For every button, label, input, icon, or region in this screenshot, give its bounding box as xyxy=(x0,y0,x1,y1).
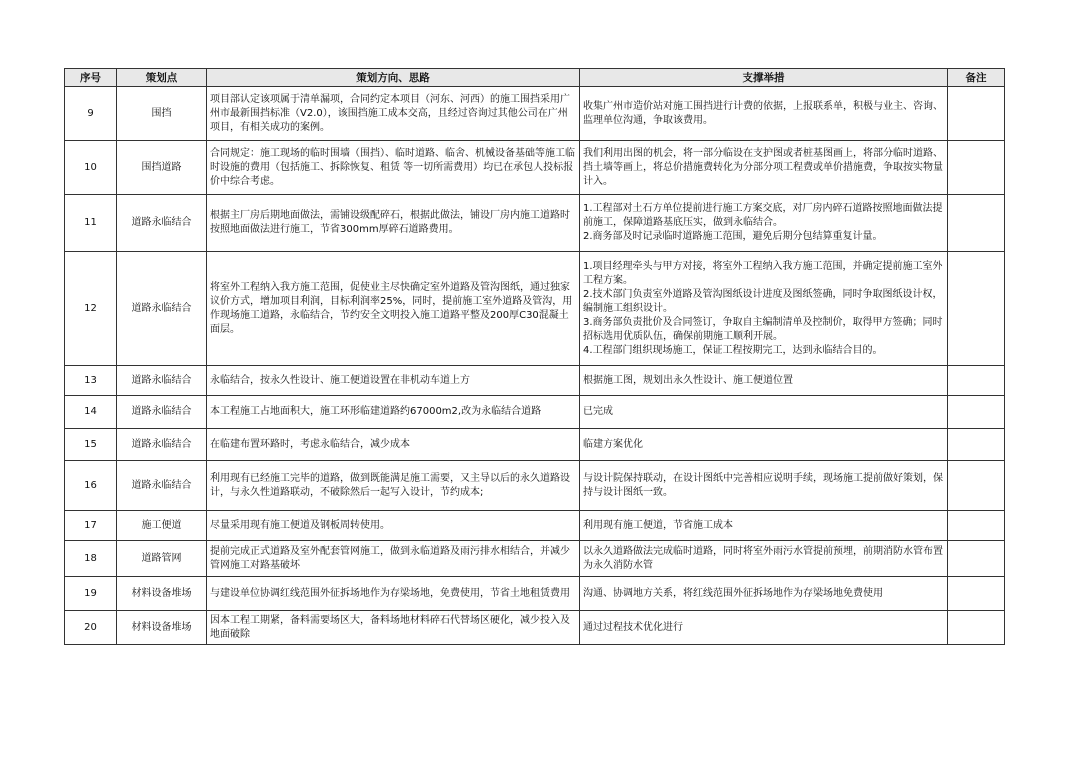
table-row xyxy=(65,461,1005,511)
measure-item: 2.技术部门负责室外道路及管沟图纸设计进度及图纸签确，同时争取图纸设计权，编制施工组织设计。 xyxy=(583,288,943,314)
row-planning-point: 围挡 xyxy=(117,87,207,141)
row-direction: 合同规定：施工现场的临时围墙（围挡）、临时道路、临舍、机械设备基础等施工临时设施的费用（包括施工、拆除恢复、租赁 等一切所需费用）均已在承包人投标报价中综合考虑。 xyxy=(207,141,580,195)
table-row xyxy=(65,541,1005,577)
table-row xyxy=(65,141,1005,195)
table-row xyxy=(65,429,1005,461)
row-planning-point: 材料设备堆场 xyxy=(117,611,207,645)
measure-item: 3.商务部负责批价及合同签订，争取自主编制清单及控制价，取得甲方签确；同时招标选用优质队伍，确保前期施工顺利开展。 xyxy=(583,316,943,342)
row-direction: 永临结合，按永久性设计、施工便道设置在非机动车道上方 xyxy=(207,366,580,396)
row-number: 18 xyxy=(65,541,117,577)
row-planning-point: 围挡道路 xyxy=(117,141,207,195)
row-number: 9 xyxy=(65,87,117,141)
header-note: 备注 xyxy=(948,69,1005,87)
row-number: 20 xyxy=(65,611,117,645)
header-direction: 策划方向、思路 xyxy=(207,69,580,87)
row-number: 15 xyxy=(65,429,117,461)
row-number: 17 xyxy=(65,511,117,541)
row-planning-point: 施工便道 xyxy=(117,511,207,541)
row-note xyxy=(948,611,1005,645)
row-direction: 将室外工程纳入我方施工范围，促使业主尽快确定室外道路及管沟图纸，通过独家议价方式，增加项目利润，目标利润率25%，同时，提前施工室外道路及管沟，用作现场施工道路，永临结合，节约安全文明投入施工道路平整及200厚C30混凝土面层。 xyxy=(207,252,580,366)
table-row xyxy=(65,195,1005,252)
row-measures: 我们利用出图的机会，将一部分临设在支护图或者桩基图画上，将部分临时道路、挡土墙等画上，将总价措施费转化为分部分项工程费或单价措施费，争取按实物量计入。 xyxy=(580,141,948,195)
row-note xyxy=(948,429,1005,461)
row-note xyxy=(948,87,1005,141)
table-row xyxy=(65,511,1005,541)
row-measures: 已完成 xyxy=(580,396,948,429)
row-measures: 临建方案优化 xyxy=(580,429,948,461)
row-number: 13 xyxy=(65,366,117,396)
row-number: 16 xyxy=(65,461,117,511)
row-measures: 以永久道路做法完成临时道路，同时将室外雨污水管提前预埋，前期消防水管布置为永久消防水管 xyxy=(580,541,948,577)
row-direction: 根据主厂房后期地面做法，需铺设级配碎石，根据此做法，铺设厂房内施工道路时按照地面做法进行施工，节省300mm厚碎石道路费用。 xyxy=(207,195,580,252)
measure-item: 1.工程部对土石方单位提前进行施工方案交底，对厂房内碎石道路按照地面做法提前施工，保障道路基底压实，做到永临结合。 xyxy=(583,203,943,228)
row-direction: 在临建布置环路时，考虑永临结合，减少成本 xyxy=(207,429,580,461)
row-measures: 沟通、协调地方关系，将红线范围外征拆场地作为存梁场地免费使用 xyxy=(580,577,948,611)
row-planning-point: 道路永临结合 xyxy=(117,366,207,396)
row-measures: 利用现有施工便道，节省施工成本 xyxy=(580,511,948,541)
row-planning-point: 材料设备堆场 xyxy=(117,577,207,611)
row-note xyxy=(948,577,1005,611)
row-measures: 与设计院保持联动，在设计图纸中完善相应说明手续，现场施工提前做好策划，保持与设计图纸一致。 xyxy=(580,461,948,511)
row-direction: 项目部认定该项属于清单漏项，合同约定本项目（河东、河西）的施工围挡采用广州市最新围挡标准（V2.0），该围挡施工成本交高，且经过咨询过其他公司在广州项目，有相关成功的案例。 xyxy=(207,87,580,141)
row-note xyxy=(948,366,1005,396)
row-planning-point: 道路永临结合 xyxy=(117,195,207,252)
row-direction: 因本工程工期紧，备料需要场区大，备料场地材料碎石代替场区硬化，减少投入及地面破除 xyxy=(207,611,580,645)
table-row xyxy=(65,396,1005,429)
row-note xyxy=(948,141,1005,195)
row-note xyxy=(948,511,1005,541)
row-number: 12 xyxy=(65,252,117,366)
row-measures: 收集广州市造价站对施工围挡进行计费的依据，上报联系单，积极与业主、咨询、监理单位沟通，争取该费用。 xyxy=(580,87,948,141)
planning-table xyxy=(64,68,1005,645)
row-direction: 本工程施工占地面积大，施工环形临建道路约67000m2,改为永临结合道路 xyxy=(207,396,580,429)
table-row xyxy=(65,577,1005,611)
table-row xyxy=(65,252,1005,366)
row-number: 11 xyxy=(65,195,117,252)
row-note xyxy=(948,461,1005,511)
row-planning-point: 道路永临结合 xyxy=(117,461,207,511)
row-note xyxy=(948,396,1005,429)
row-planning-point: 道路永临结合 xyxy=(117,252,207,366)
row-measures xyxy=(580,252,948,366)
row-direction: 利用现有已经施工完毕的道路，做到既能满足施工需要，又主导以后的永久道路设计，与永久性道路联动，不破除然后一起写入设计，节约成本; xyxy=(207,461,580,511)
row-number: 19 xyxy=(65,577,117,611)
row-note xyxy=(948,541,1005,577)
row-note xyxy=(948,252,1005,366)
header-point: 策划点 xyxy=(117,69,207,87)
row-note xyxy=(948,195,1005,252)
row-planning-point: 道路永临结合 xyxy=(117,396,207,429)
row-planning-point: 道路永临结合 xyxy=(117,429,207,461)
header-measures: 支撑举措 xyxy=(580,69,948,87)
table-row xyxy=(65,611,1005,645)
row-number: 14 xyxy=(65,396,117,429)
header-row xyxy=(65,69,1005,87)
measure-item: 1.项目经理牵头与甲方对接，将室外工程纳入我方施工范围，并确定提前施工室外工程方案。 xyxy=(583,260,943,286)
row-measures: 通过过程技术优化进行 xyxy=(580,611,948,645)
measure-item: 4.工程部门组织现场施工，保证工程按期完工，达到永临结合目的。 xyxy=(583,344,883,356)
row-direction: 与建设单位协调红线范围外征拆场地作为存梁场地，免费使用，节省土地租赁费用 xyxy=(207,577,580,611)
row-direction: 提前完成正式道路及室外配套管网施工，做到永临道路及雨污排水相结合，并减少管网施工对路基破坏 xyxy=(207,541,580,577)
row-direction: 尽量采用现有施工便道及钢板周转使用。 xyxy=(207,511,580,541)
header-no: 序号 xyxy=(65,69,117,87)
row-measures xyxy=(580,195,948,252)
table-row xyxy=(65,366,1005,396)
measure-item: 2.商务部及时记录临时道路施工范围，避免后期分包结算重复计量。 xyxy=(583,231,883,242)
row-number: 10 xyxy=(65,141,117,195)
table-row xyxy=(65,87,1005,141)
row-planning-point: 道路管网 xyxy=(117,541,207,577)
row-measures: 根据施工图，规划出永久性设计、施工便道位置 xyxy=(580,366,948,396)
